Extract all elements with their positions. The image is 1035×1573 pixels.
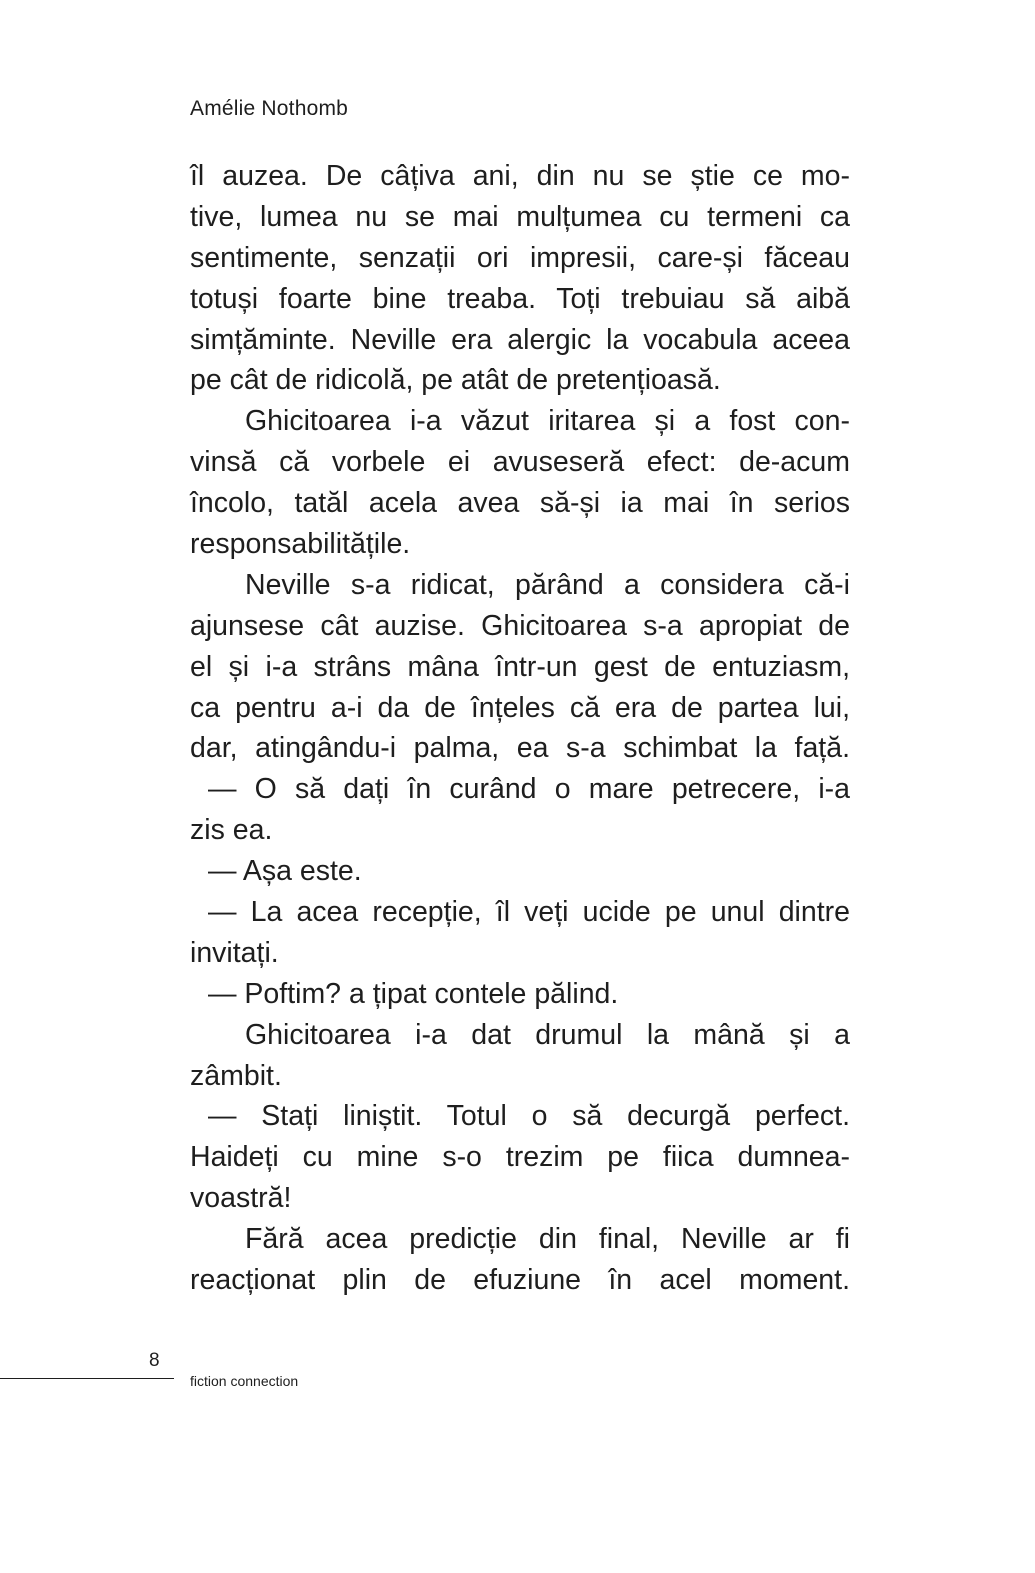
text-line: reacționat plin de efuziune în acel moment.: [190, 1264, 850, 1297]
text-line: zis ea.: [190, 814, 273, 847]
text-line: — Așa este.: [208, 855, 362, 888]
text-line: Neville s-a ridicat, părând a considera că-i: [245, 568, 850, 601]
text-line: — Poftim? a țipat contele pălind.: [208, 977, 619, 1010]
text-line: responsabilitățile.: [190, 528, 411, 561]
text-line: Fără acea predicție din final, Neville ar fi: [245, 1223, 850, 1256]
text-line: ca pentru a-i da de înțeles că era de partea lui,: [190, 691, 850, 724]
text-line: dar, atingându-i palma, ea s-a schimbat la față.: [190, 732, 850, 765]
text-line: Haideți cu mine s-o trezim pe fiica dumnea-: [190, 1141, 850, 1174]
text-line: zâmbit.: [190, 1059, 282, 1092]
text-line: pe cât de ridicolă, pe atât de pretențioasă.: [190, 364, 721, 397]
text-line: îl auzea. De câțiva ani, din nu se știe ce mo-: [190, 160, 850, 192]
text-line: invitați.: [190, 936, 279, 969]
text-line: — Stați liniștit. Totul o să decurgă perfect.: [208, 1100, 850, 1133]
running-head-author: Amélie Nothomb: [190, 97, 349, 120]
text-line: simțăminte. Neville era alergic la vocabula aceea: [190, 323, 850, 356]
page-number: 8: [149, 1350, 160, 1371]
text-line: ajunsese cât auzise. Ghicitoarea s-a apropiat de: [190, 609, 850, 642]
series-name: fiction connection: [190, 1373, 299, 1389]
text-line: — La acea recepție, îl veți ucide pe unul dintre: [208, 896, 850, 929]
footer-rule: [0, 1378, 174, 1379]
text-line: vinsă că vorbele ei avuseseră efect: de-acum: [190, 446, 850, 479]
text-line: Ghicitoarea i-a dat drumul la mână și a: [245, 1018, 850, 1051]
text-line: totuși foarte bine treaba. Toți trebuiau să aibă: [190, 282, 850, 315]
text-line: — O să dați în curând o mare petrecere, i-a: [208, 773, 850, 806]
text-line: voastră!: [190, 1182, 292, 1215]
text-line: el și i-a strâns mâna într-un gest de entuziasm,: [190, 650, 850, 683]
text-line: Ghicitoarea i-a văzut iritarea și a fost con-: [245, 405, 850, 438]
text-line: încolo, tatăl acela avea să-și ia mai în serios: [190, 487, 850, 520]
text-line: tive, lumea nu se mai mulțumea cu termeni ca: [190, 200, 850, 233]
text-line: sentimente, senzații ori impresii, care-și făceau: [190, 241, 850, 274]
body-text: [190, 156, 850, 1301]
